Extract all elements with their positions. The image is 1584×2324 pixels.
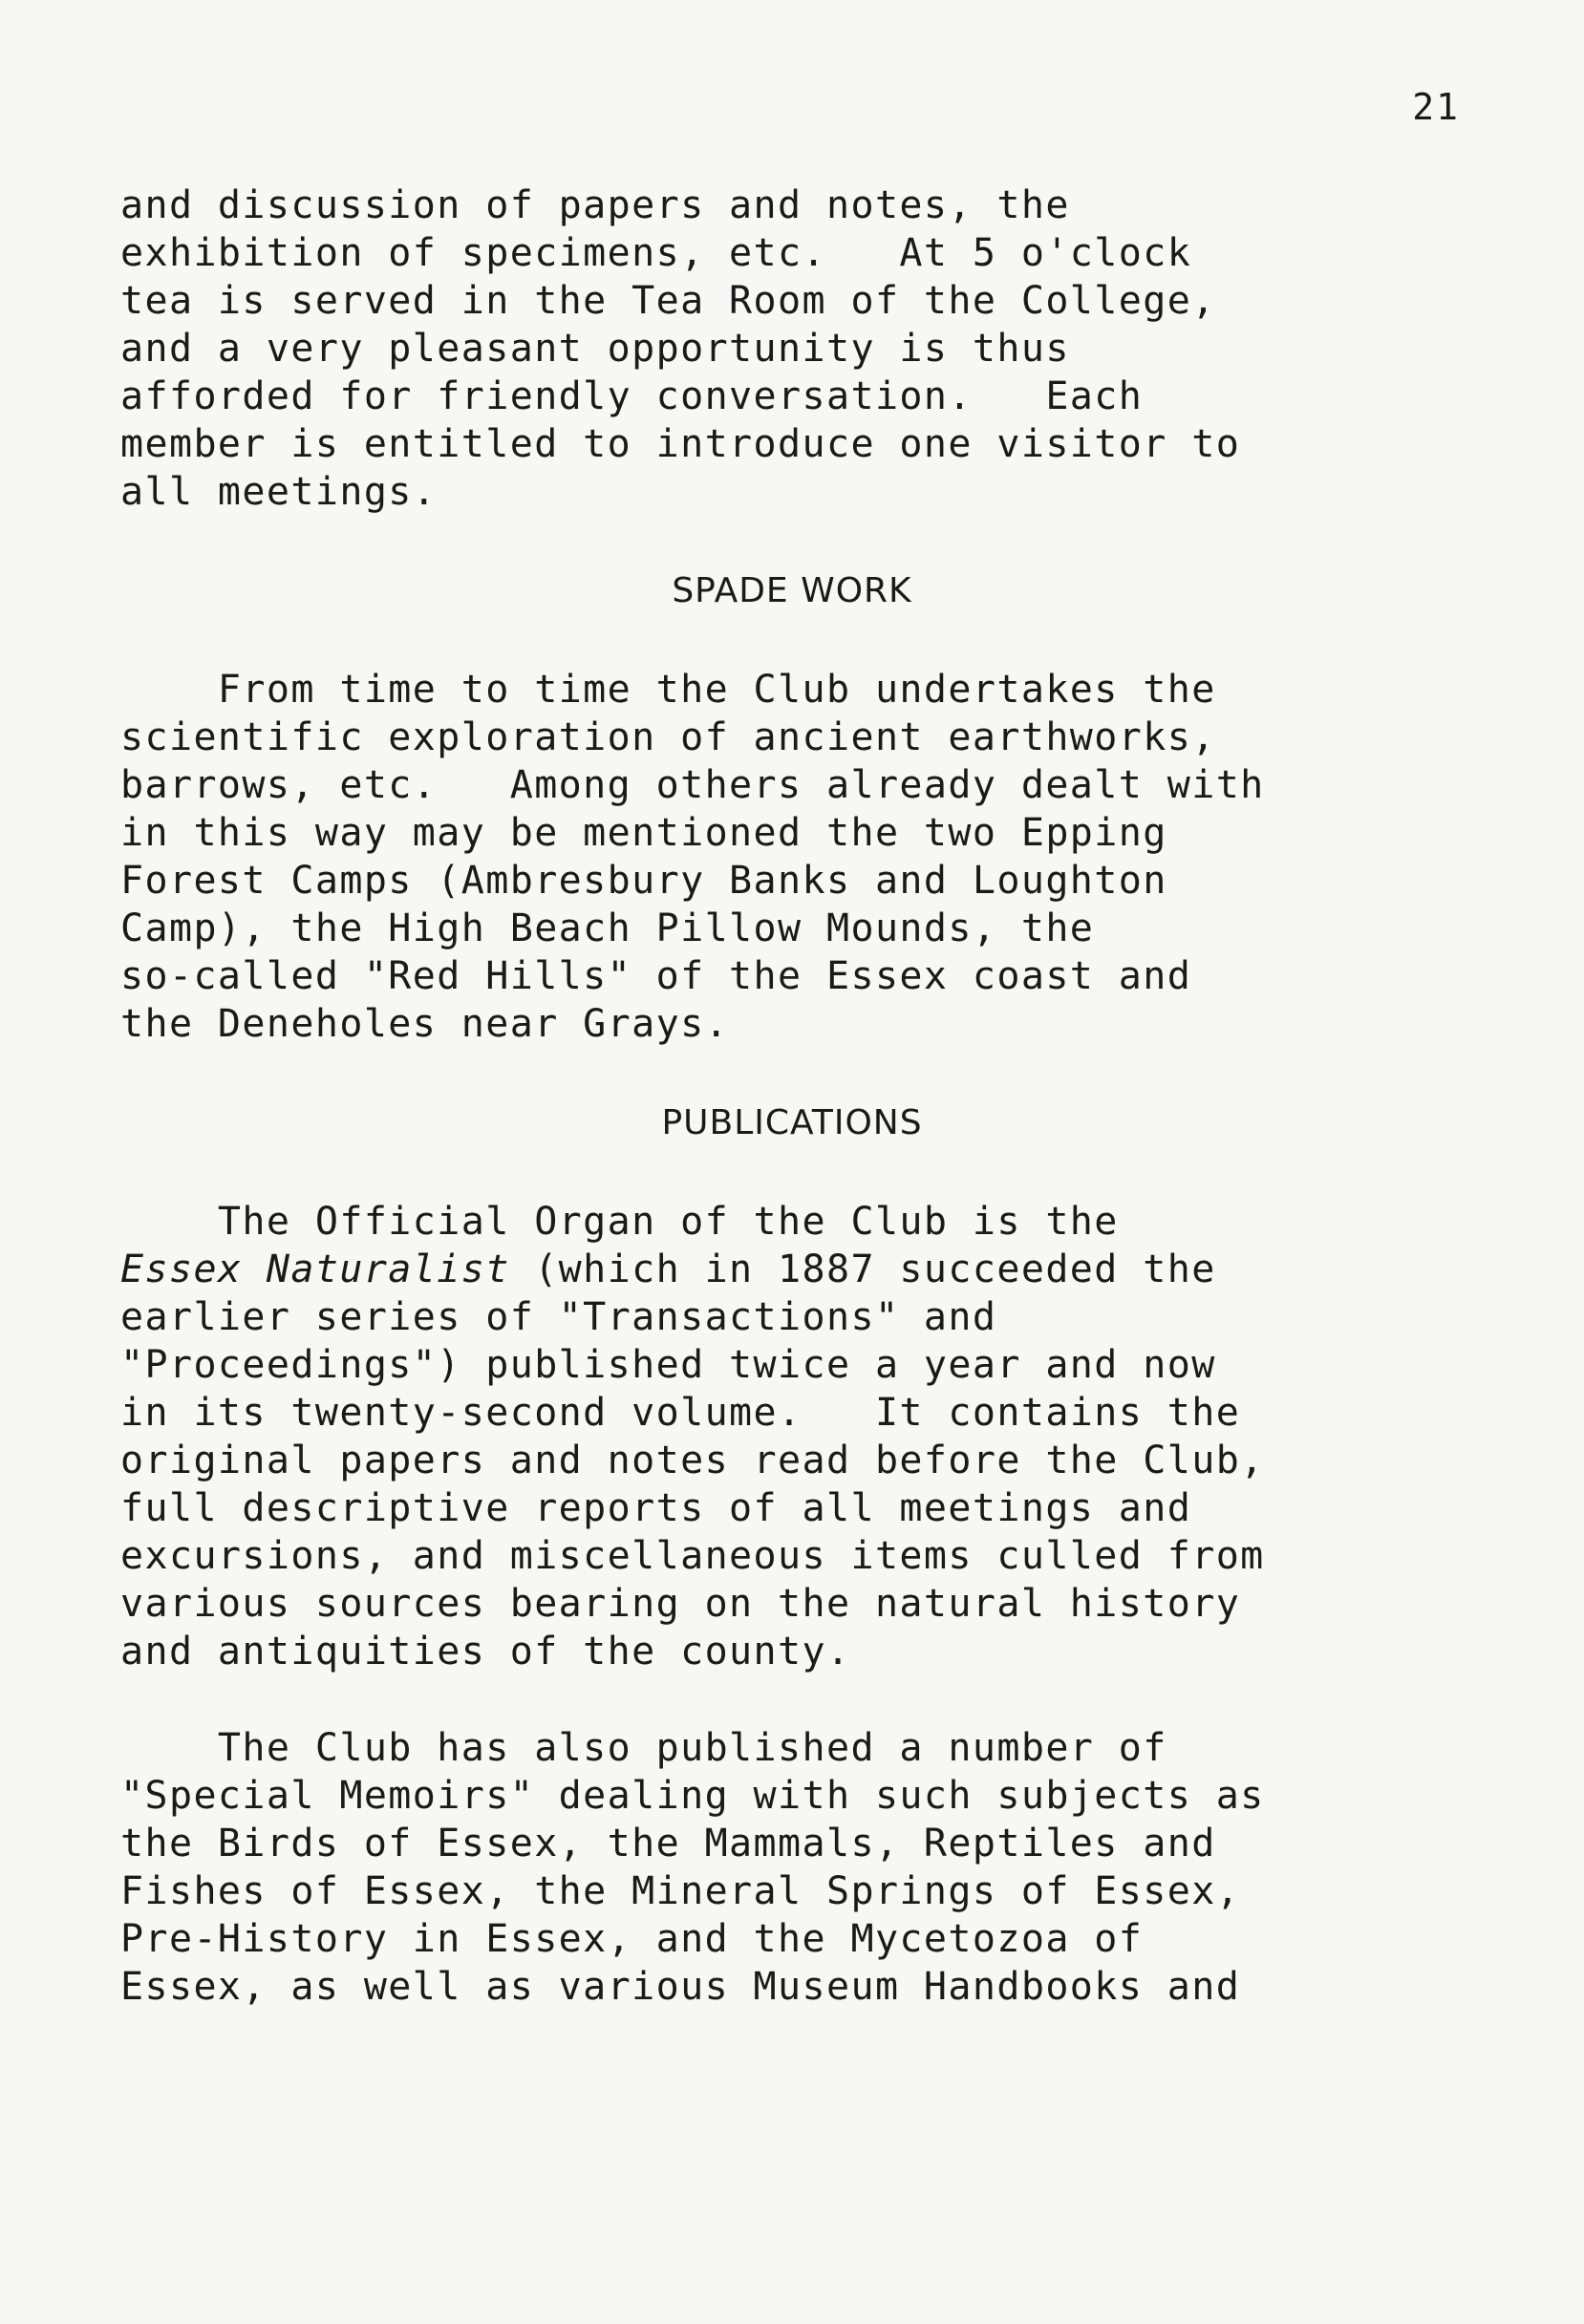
text-line: exhibition of specimens, etc. At 5 o'clock <box>120 231 1192 275</box>
text-line: full descriptive reports of all meetings and <box>120 1486 1192 1530</box>
paragraph-special-memoirs <box>120 1724 1477 2011</box>
text-line: in this way may be mentioned the two Epping <box>120 811 1167 855</box>
text-line: various sources bearing on the natural history <box>120 1582 1241 1626</box>
text-line: Pre-History in Essex, and the Mycetozoa of <box>120 1917 1144 1961</box>
section-heading-spade-work: SPADE WORK <box>672 571 912 610</box>
text-line: so-called "Red Hills" of the Essex coast and <box>120 954 1192 998</box>
text-line: original papers and notes read before the Club, <box>120 1439 1265 1482</box>
text-line: excursions, and miscellaneous items culled from <box>120 1534 1265 1578</box>
text-line: and a very pleasant opportunity is thus <box>120 327 1070 371</box>
page-number: 21 <box>1412 86 1460 128</box>
text-line: Fishes of Essex, the Mineral Springs of Essex, <box>120 1869 1241 1913</box>
text-line: and antiquities of the county. <box>120 1630 851 1674</box>
text-line: in its twenty-second volume. It contains the <box>120 1391 1241 1435</box>
paragraph-publications <box>120 1198 1477 1675</box>
text-line: the Deneholes near Grays. <box>120 1002 730 1046</box>
paragraph-meetings <box>120 181 1477 516</box>
text-line: all meetings. <box>120 470 438 514</box>
text-line: member is entitled to introduce one visitor to <box>120 422 1241 466</box>
text-line: earlier series of "Transactions" and <box>120 1295 997 1339</box>
text-line: the Birds of Essex, the Mammals, Reptiles and <box>120 1822 1216 1866</box>
text-line: afforded for friendly conversation. Each <box>120 374 1144 418</box>
text-line: From time to time the Club undertakes the <box>120 668 1216 712</box>
text-line: and discussion of papers and notes, the <box>120 183 1070 227</box>
text-line: The Official Organ of the Club is the <box>120 1200 1119 1244</box>
section-heading-publications: PUBLICATIONS <box>661 1103 923 1142</box>
text-fragment: (which in 1887 succeeded the <box>509 1247 1216 1291</box>
text-line: barrows, etc. Among others already dealt with <box>120 763 1265 807</box>
text-line: The Club has also published a number of <box>120 1726 1167 1770</box>
text-line: tea is served in the Tea Room of the College, <box>120 279 1216 323</box>
text-line: Camp), the High Beach Pillow Mounds, the <box>120 906 1095 950</box>
text-line: "Proceedings") published twice a year and now <box>120 1343 1216 1387</box>
publication-title: Essex Naturalist <box>120 1247 510 1291</box>
text-line: scientific exploration of ancient earthworks, <box>120 715 1216 759</box>
text-line: Forest Camps (Ambresbury Banks and Loughton <box>120 859 1167 903</box>
paragraph-spade-work <box>120 666 1477 1048</box>
text-line <box>120 1246 1477 1293</box>
text-line: "Special Memoirs" dealing with such subjects as <box>120 1774 1265 1818</box>
text-line: Essex, as well as various Museum Handbooks and <box>120 1965 1241 2009</box>
